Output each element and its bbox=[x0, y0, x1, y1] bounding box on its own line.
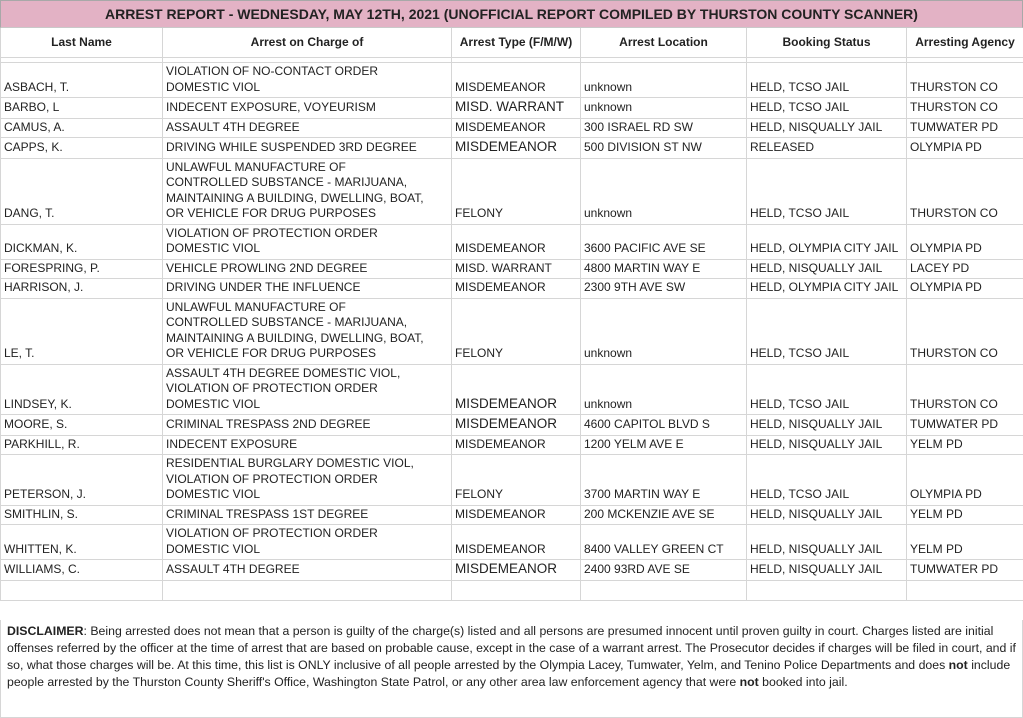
cell-booking-status-text: HELD, OLYMPIA CITY JAIL bbox=[750, 280, 899, 294]
cell-agency[interactable] bbox=[907, 505, 1023, 525]
charge-line: DRIVING WHILE SUSPENDED 3RD DEGREE bbox=[166, 140, 417, 154]
cell-arrest-type-text: MISDEMEANOR bbox=[455, 395, 558, 411]
cell-agency[interactable] bbox=[907, 560, 1023, 581]
cell-agency-text: THURSTON CO bbox=[910, 396, 998, 411]
table-row[interactable] bbox=[1, 118, 1023, 138]
cell-arrest-type[interactable] bbox=[452, 279, 581, 299]
table-row[interactable] bbox=[1, 224, 1023, 259]
cell-last-name-text: DICKMAN, K. bbox=[4, 241, 78, 255]
charge-line: VIOLATION OF PROTECTION ORDER bbox=[166, 526, 378, 540]
cell-booking-status[interactable] bbox=[747, 279, 907, 299]
cell-last-name[interactable] bbox=[1, 505, 163, 525]
cell-location[interactable] bbox=[581, 158, 747, 224]
cell-charge[interactable] bbox=[163, 63, 452, 98]
cell-agency-text: OLYMPIA PD bbox=[910, 140, 982, 154]
cell-arrest-type-text: MISDEMEANOR bbox=[455, 241, 546, 255]
col-header-charge[interactable]: Arrest on Charge of bbox=[163, 28, 452, 58]
cell-booking-status[interactable] bbox=[747, 259, 907, 279]
cell-location[interactable] bbox=[581, 525, 747, 560]
col-header-booking-status[interactable]: Booking Status bbox=[747, 28, 907, 58]
cell-booking-status[interactable] bbox=[747, 158, 907, 224]
cell-arrest-type[interactable] bbox=[452, 505, 581, 525]
empty-cell[interactable] bbox=[907, 580, 1023, 600]
cell-location-text: unknown bbox=[584, 79, 633, 94]
cell-agency-text: YELM PD bbox=[910, 541, 963, 556]
cell-agency-text: YELM PD bbox=[910, 506, 963, 521]
empty-cell[interactable] bbox=[163, 580, 452, 600]
cell-last-name-text: LE, T. bbox=[4, 346, 35, 360]
cell-charge[interactable] bbox=[163, 98, 452, 119]
cell-location-text: 2400 93RD AVE SE bbox=[584, 562, 690, 576]
cell-booking-status-text: HELD, TCSO JAIL bbox=[750, 346, 850, 360]
cell-agency-text: THURSTON CO bbox=[910, 206, 998, 220]
cell-agency-text: LACEY PD bbox=[910, 260, 970, 275]
charge-line: OR VEHICLE FOR DRUG PURPOSES bbox=[166, 206, 377, 220]
cell-booking-status-text: RELEASED bbox=[750, 140, 815, 154]
cell-booking-status[interactable] bbox=[747, 298, 907, 364]
cell-arrest-type[interactable] bbox=[452, 364, 581, 415]
cell-agency-text: OLYMPIA PD bbox=[910, 280, 982, 294]
cell-arrest-type[interactable] bbox=[452, 138, 581, 159]
table-row[interactable] bbox=[1, 455, 1023, 506]
arrest-table bbox=[0, 28, 1023, 601]
cell-arrest-type[interactable] bbox=[452, 525, 581, 560]
cell-last-name[interactable] bbox=[1, 98, 163, 119]
charge-line: CONTROLLED SUBSTANCE - MARIJUANA, bbox=[166, 175, 408, 189]
cell-arrest-type[interactable] bbox=[452, 298, 581, 364]
cell-agency[interactable] bbox=[907, 98, 1023, 119]
empty-cell[interactable] bbox=[747, 580, 907, 600]
cell-booking-status[interactable] bbox=[747, 505, 907, 525]
cell-charge[interactable] bbox=[163, 505, 452, 525]
cell-agency-text: OLYMPIA PD bbox=[910, 241, 982, 255]
cell-location[interactable] bbox=[581, 138, 747, 159]
cell-agency-text: TUMWATER PD bbox=[910, 562, 998, 576]
cell-agency-text: THURSTON CO bbox=[910, 79, 998, 94]
cell-location[interactable] bbox=[581, 98, 747, 119]
cell-last-name-text: LINDSEY, K. bbox=[4, 396, 72, 411]
cell-charge[interactable] bbox=[163, 560, 452, 581]
cell-last-name-text: BARBO, L bbox=[4, 100, 60, 114]
cell-location-text: unknown bbox=[584, 396, 633, 411]
cell-arrest-type-text: MISDEMEANOR bbox=[455, 436, 546, 451]
charge-line: DOMESTIC VIOL bbox=[166, 541, 261, 556]
cell-arrest-type-text: MISDEMEANOR bbox=[455, 119, 546, 134]
cell-agency[interactable] bbox=[907, 158, 1023, 224]
cell-last-name-text: WHITTEN, K. bbox=[4, 541, 77, 556]
cell-last-name[interactable] bbox=[1, 435, 163, 455]
table-row[interactable] bbox=[1, 415, 1023, 436]
cell-location[interactable] bbox=[581, 279, 747, 299]
cell-location[interactable] bbox=[581, 415, 747, 436]
cell-booking-status-text: HELD, NISQUALLY JAIL bbox=[750, 436, 883, 451]
cell-charge[interactable] bbox=[163, 455, 452, 506]
charge-line: VIOLATION OF PROTECTION ORDER bbox=[166, 225, 378, 240]
cell-location[interactable] bbox=[581, 364, 747, 415]
cell-location[interactable] bbox=[581, 63, 747, 98]
cell-last-name[interactable] bbox=[1, 279, 163, 299]
cell-location-text: unknown bbox=[584, 206, 633, 220]
cell-agency[interactable] bbox=[907, 224, 1023, 259]
cell-agency[interactable] bbox=[907, 298, 1023, 364]
cell-charge[interactable] bbox=[163, 364, 452, 415]
cell-last-name-text: PETERSON, J. bbox=[4, 487, 87, 501]
cell-agency[interactable] bbox=[907, 279, 1023, 299]
cell-last-name-text: FORESPRING, P. bbox=[4, 260, 100, 275]
charge-line: VEHICLE PROWLING 2ND DEGREE bbox=[166, 260, 368, 275]
cell-arrest-type-text: MISD. WARRANT bbox=[455, 260, 552, 275]
cell-location[interactable] bbox=[581, 224, 747, 259]
cell-charge[interactable] bbox=[163, 158, 452, 224]
charge-line: CONTROLLED SUBSTANCE - MARIJUANA, bbox=[166, 315, 408, 329]
cell-booking-status-text: HELD, OLYMPIA CITY JAIL bbox=[750, 241, 899, 255]
disclaimer bbox=[0, 620, 1023, 718]
cell-agency-text: THURSTON CO bbox=[910, 100, 998, 114]
cell-agency[interactable] bbox=[907, 259, 1023, 279]
table-row[interactable] bbox=[1, 259, 1023, 279]
charge-line: DRIVING UNDER THE INFLUENCE bbox=[166, 280, 361, 294]
cell-location[interactable] bbox=[581, 435, 747, 455]
cell-last-name[interactable] bbox=[1, 63, 163, 98]
cell-agency[interactable] bbox=[907, 118, 1023, 138]
cell-arrest-type[interactable] bbox=[452, 158, 581, 224]
cell-booking-status[interactable] bbox=[747, 560, 907, 581]
cell-last-name-text: MOORE, S. bbox=[4, 417, 68, 431]
charge-line: OR VEHICLE FOR DRUG PURPOSES bbox=[166, 346, 377, 360]
table-row[interactable] bbox=[1, 279, 1023, 299]
disclaimer-label: DISCLAIMER bbox=[7, 624, 84, 638]
charge-line: UNLAWFUL MANUFACTURE OF bbox=[166, 159, 346, 174]
cell-location[interactable] bbox=[581, 259, 747, 279]
cell-last-name-text: ASBACH, T. bbox=[4, 79, 70, 94]
cell-location-text: 2300 9TH AVE SW bbox=[584, 280, 686, 294]
cell-arrest-type[interactable] bbox=[452, 63, 581, 98]
charge-line: DOMESTIC VIOL bbox=[166, 241, 261, 255]
cell-arrest-type-text: MISDEMEANOR bbox=[455, 139, 558, 154]
cell-booking-status[interactable] bbox=[747, 364, 907, 415]
table-row[interactable] bbox=[1, 525, 1023, 560]
charge-line: VIOLATION OF PROTECTION ORDER bbox=[166, 381, 378, 395]
cell-booking-status-text: HELD, NISQUALLY JAIL bbox=[750, 541, 883, 556]
cell-arrest-type-text: MISDEMEANOR bbox=[455, 506, 546, 521]
report-title: ARREST REPORT - WEDNESDAY, MAY 12TH, 2021 (UNOFFICIAL REPORT COMPILED BY THURSTON COUNTY SCANNER) bbox=[0, 0, 1023, 28]
cell-arrest-type-text: MISDEMEANOR bbox=[455, 280, 546, 294]
cell-location[interactable] bbox=[581, 560, 747, 581]
charge-line: ASSAULT 4TH DEGREE bbox=[166, 119, 300, 134]
cell-arrest-type-text: FELONY bbox=[455, 206, 504, 220]
charge-line: CRIMINAL TRESPASS 2ND DEGREE bbox=[166, 417, 371, 431]
charge-line: INDECENT EXPOSURE, VOYEURISM bbox=[166, 100, 376, 114]
cell-arrest-type-text: MISDEMEANOR bbox=[455, 561, 558, 576]
cell-charge[interactable] bbox=[163, 224, 452, 259]
table-row[interactable] bbox=[1, 138, 1023, 159]
charge-line: CRIMINAL TRESPASS 1ST DEGREE bbox=[166, 506, 369, 521]
table-body bbox=[1, 58, 1023, 601]
empty-cell[interactable] bbox=[452, 580, 581, 600]
cell-arrest-type[interactable] bbox=[452, 224, 581, 259]
table-row[interactable] bbox=[1, 63, 1023, 98]
cell-booking-status-text: HELD, NISQUALLY JAIL bbox=[750, 506, 883, 521]
cell-booking-status[interactable] bbox=[747, 525, 907, 560]
cell-booking-status[interactable] bbox=[747, 455, 907, 506]
cell-location-text: 3600 PACIFIC AVE SE bbox=[584, 241, 706, 255]
cell-last-name[interactable] bbox=[1, 455, 163, 506]
charge-line: VIOLATION OF PROTECTION ORDER bbox=[166, 471, 378, 486]
cell-location-text: unknown bbox=[584, 100, 633, 114]
cell-last-name-text: CAMUS, A. bbox=[4, 119, 65, 134]
cell-arrest-type[interactable] bbox=[452, 98, 581, 119]
cell-last-name[interactable] bbox=[1, 259, 163, 279]
cell-booking-status-text: HELD, NISQUALLY JAIL bbox=[750, 260, 883, 275]
cell-charge[interactable] bbox=[163, 279, 452, 299]
cell-agency[interactable] bbox=[907, 138, 1023, 159]
cell-charge[interactable] bbox=[163, 525, 452, 560]
empty-cell[interactable] bbox=[1, 580, 163, 600]
cell-booking-status-text: HELD, TCSO JAIL bbox=[750, 487, 850, 501]
cell-location[interactable] bbox=[581, 118, 747, 138]
cell-booking-status[interactable] bbox=[747, 415, 907, 436]
cell-location-text: 3700 MARTIN WAY E bbox=[584, 487, 701, 501]
disclaimer-text-3: booked into jail. bbox=[758, 675, 848, 689]
cell-location-text: 1200 YELM AVE E bbox=[584, 436, 684, 451]
cell-arrest-type[interactable] bbox=[452, 560, 581, 581]
table-row[interactable] bbox=[1, 98, 1023, 119]
cell-arrest-type[interactable] bbox=[452, 259, 581, 279]
cell-charge[interactable] bbox=[163, 259, 452, 279]
table-row[interactable] bbox=[1, 158, 1023, 224]
cell-last-name-text: WILLIAMS, C. bbox=[4, 562, 81, 576]
cell-location-text: 4600 CAPITOL BLVD S bbox=[584, 417, 710, 431]
cell-booking-status[interactable] bbox=[747, 63, 907, 98]
cell-agency[interactable] bbox=[907, 415, 1023, 436]
cell-last-name[interactable] bbox=[1, 158, 163, 224]
cell-last-name[interactable] bbox=[1, 118, 163, 138]
cell-agency-text: TUMWATER PD bbox=[910, 119, 998, 134]
cell-arrest-type-text: MISDEMEANOR bbox=[455, 541, 546, 556]
cell-arrest-type[interactable] bbox=[452, 435, 581, 455]
cell-location-text: 4800 MARTIN WAY E bbox=[584, 260, 701, 275]
charge-line: VIOLATION OF NO-CONTACT ORDER bbox=[166, 64, 379, 78]
cell-location-text: unknown bbox=[584, 346, 633, 360]
col-header-arrest-type[interactable]: Arrest Type (F/M/W) bbox=[452, 28, 581, 58]
cell-last-name[interactable] bbox=[1, 224, 163, 259]
cell-agency-text: THURSTON CO bbox=[910, 346, 998, 360]
cell-last-name-text: SMITHLIN, S. bbox=[4, 506, 79, 521]
cell-last-name-text: DANG, T. bbox=[4, 206, 55, 220]
cell-booking-status-text: HELD, TCSO JAIL bbox=[750, 100, 850, 114]
cell-location-text: 200 MCKENZIE AVE SE bbox=[584, 506, 715, 521]
cell-agency[interactable] bbox=[907, 364, 1023, 415]
cell-booking-status[interactable] bbox=[747, 98, 907, 119]
empty-cell[interactable] bbox=[581, 580, 747, 600]
col-header-agency[interactable]: Arresting Agency bbox=[907, 28, 1023, 58]
cell-booking-status-text: HELD, NISQUALLY JAIL bbox=[750, 119, 883, 134]
cell-location-text: 500 DIVISION ST NW bbox=[584, 140, 702, 154]
cell-last-name-text: PARKHILL, R. bbox=[4, 436, 80, 451]
cell-arrest-type-text: FELONY bbox=[455, 346, 504, 360]
cell-arrest-type-text: MISD. WARRANT bbox=[455, 99, 564, 114]
charge-line: ASSAULT 4TH DEGREE bbox=[166, 562, 300, 576]
disclaimer-text-1: : Being arrested does not mean that a person is guilty of the charge(s) listed and all persons are presumed innocent until proven guilty in court. Charges listed are initial offenses referred by the officer at the time of arrest that are based on probable cause, except in the case of a warrant arrest. The Prosecutor decides if charges will be filed in court, and if so, what those charges will be. At this time, this list is ONLY inclusive of all people arrested by the Olympia Lacey, Tumwater, Yelm, and Tenino Police Departments and does bbox=[7, 624, 1016, 672]
cell-arrest-type-text: MISDEMEANOR bbox=[455, 79, 546, 94]
cell-charge[interactable] bbox=[163, 298, 452, 364]
cell-booking-status-text: HELD, TCSO JAIL bbox=[750, 206, 850, 220]
cell-charge[interactable] bbox=[163, 415, 452, 436]
cell-charge[interactable] bbox=[163, 118, 452, 138]
disclaimer-not-2: not bbox=[739, 675, 759, 689]
col-header-last-name[interactable]: Last Name bbox=[1, 28, 163, 58]
cell-charge[interactable] bbox=[163, 138, 452, 159]
charge-line: ASSAULT 4TH DEGREE DOMESTIC VIOL, bbox=[166, 365, 401, 380]
cell-last-name-text: HARRISON, J. bbox=[4, 280, 84, 294]
cell-location[interactable] bbox=[581, 505, 747, 525]
cell-agency[interactable] bbox=[907, 455, 1023, 506]
cell-last-name[interactable] bbox=[1, 364, 163, 415]
cell-last-name[interactable] bbox=[1, 415, 163, 436]
cell-booking-status-text: HELD, TCSO JAIL bbox=[750, 396, 850, 411]
table-row[interactable] bbox=[1, 364, 1023, 415]
cell-location[interactable] bbox=[581, 455, 747, 506]
charge-line: DOMESTIC VIOL bbox=[166, 79, 261, 94]
cell-booking-status[interactable] bbox=[747, 224, 907, 259]
cell-last-name[interactable] bbox=[1, 138, 163, 159]
cell-booking-status-text: HELD, TCSO JAIL bbox=[750, 79, 850, 94]
cell-location-text: 8400 VALLEY GREEN CT bbox=[584, 541, 724, 556]
empty-row bbox=[1, 580, 1023, 600]
cell-arrest-type[interactable] bbox=[452, 118, 581, 138]
cell-location[interactable] bbox=[581, 298, 747, 364]
cell-arrest-type[interactable] bbox=[452, 455, 581, 506]
col-header-location[interactable]: Arrest Location bbox=[581, 28, 747, 58]
charge-line: MAINTAINING A BUILDING, DWELLING, BOAT, bbox=[166, 330, 424, 345]
cell-booking-status-text: HELD, NISQUALLY JAIL bbox=[750, 417, 883, 431]
charge-line: RESIDENTIAL BURGLARY DOMESTIC VIOL, bbox=[166, 456, 414, 470]
cell-last-name-text: CAPPS, K. bbox=[4, 140, 63, 154]
cell-last-name[interactable] bbox=[1, 298, 163, 364]
charge-line: MAINTAINING A BUILDING, DWELLING, BOAT, bbox=[166, 190, 424, 205]
cell-agency-text: OLYMPIA PD bbox=[910, 487, 982, 501]
cell-arrest-type-text: MISDEMEANOR bbox=[455, 416, 558, 431]
disclaimer-text-2: include people arrested by the Thurston County Sheriff's Office, Washington State Patrol, or any other area law enforcement agency that were bbox=[7, 658, 1011, 689]
charge-line: INDECENT EXPOSURE bbox=[166, 436, 298, 451]
charge-line: DOMESTIC VIOL bbox=[166, 396, 261, 411]
table-row[interactable] bbox=[1, 505, 1023, 525]
cell-agency[interactable] bbox=[907, 63, 1023, 98]
cell-location-text: 300 ISRAEL RD SW bbox=[584, 119, 693, 134]
cell-arrest-type-text: FELONY bbox=[455, 487, 504, 501]
cell-agency[interactable] bbox=[907, 525, 1023, 560]
cell-last-name[interactable] bbox=[1, 560, 163, 581]
table-header-row bbox=[1, 28, 1023, 58]
cell-agency-text: YELM PD bbox=[910, 436, 963, 451]
cell-booking-status[interactable] bbox=[747, 138, 907, 159]
cell-last-name[interactable] bbox=[1, 525, 163, 560]
cell-booking-status[interactable] bbox=[747, 118, 907, 138]
cell-booking-status-text: HELD, NISQUALLY JAIL bbox=[750, 562, 883, 576]
table-row[interactable] bbox=[1, 298, 1023, 364]
charge-line: DOMESTIC VIOL bbox=[166, 487, 261, 501]
cell-arrest-type[interactable] bbox=[452, 415, 581, 436]
disclaimer-not-1: not bbox=[948, 658, 968, 672]
table-row[interactable] bbox=[1, 435, 1023, 455]
charge-line: UNLAWFUL MANUFACTURE OF bbox=[166, 299, 346, 314]
cell-booking-status[interactable] bbox=[747, 435, 907, 455]
table-row[interactable] bbox=[1, 560, 1023, 581]
cell-charge[interactable] bbox=[163, 435, 452, 455]
cell-agency-text: TUMWATER PD bbox=[910, 417, 998, 431]
cell-agency[interactable] bbox=[907, 435, 1023, 455]
